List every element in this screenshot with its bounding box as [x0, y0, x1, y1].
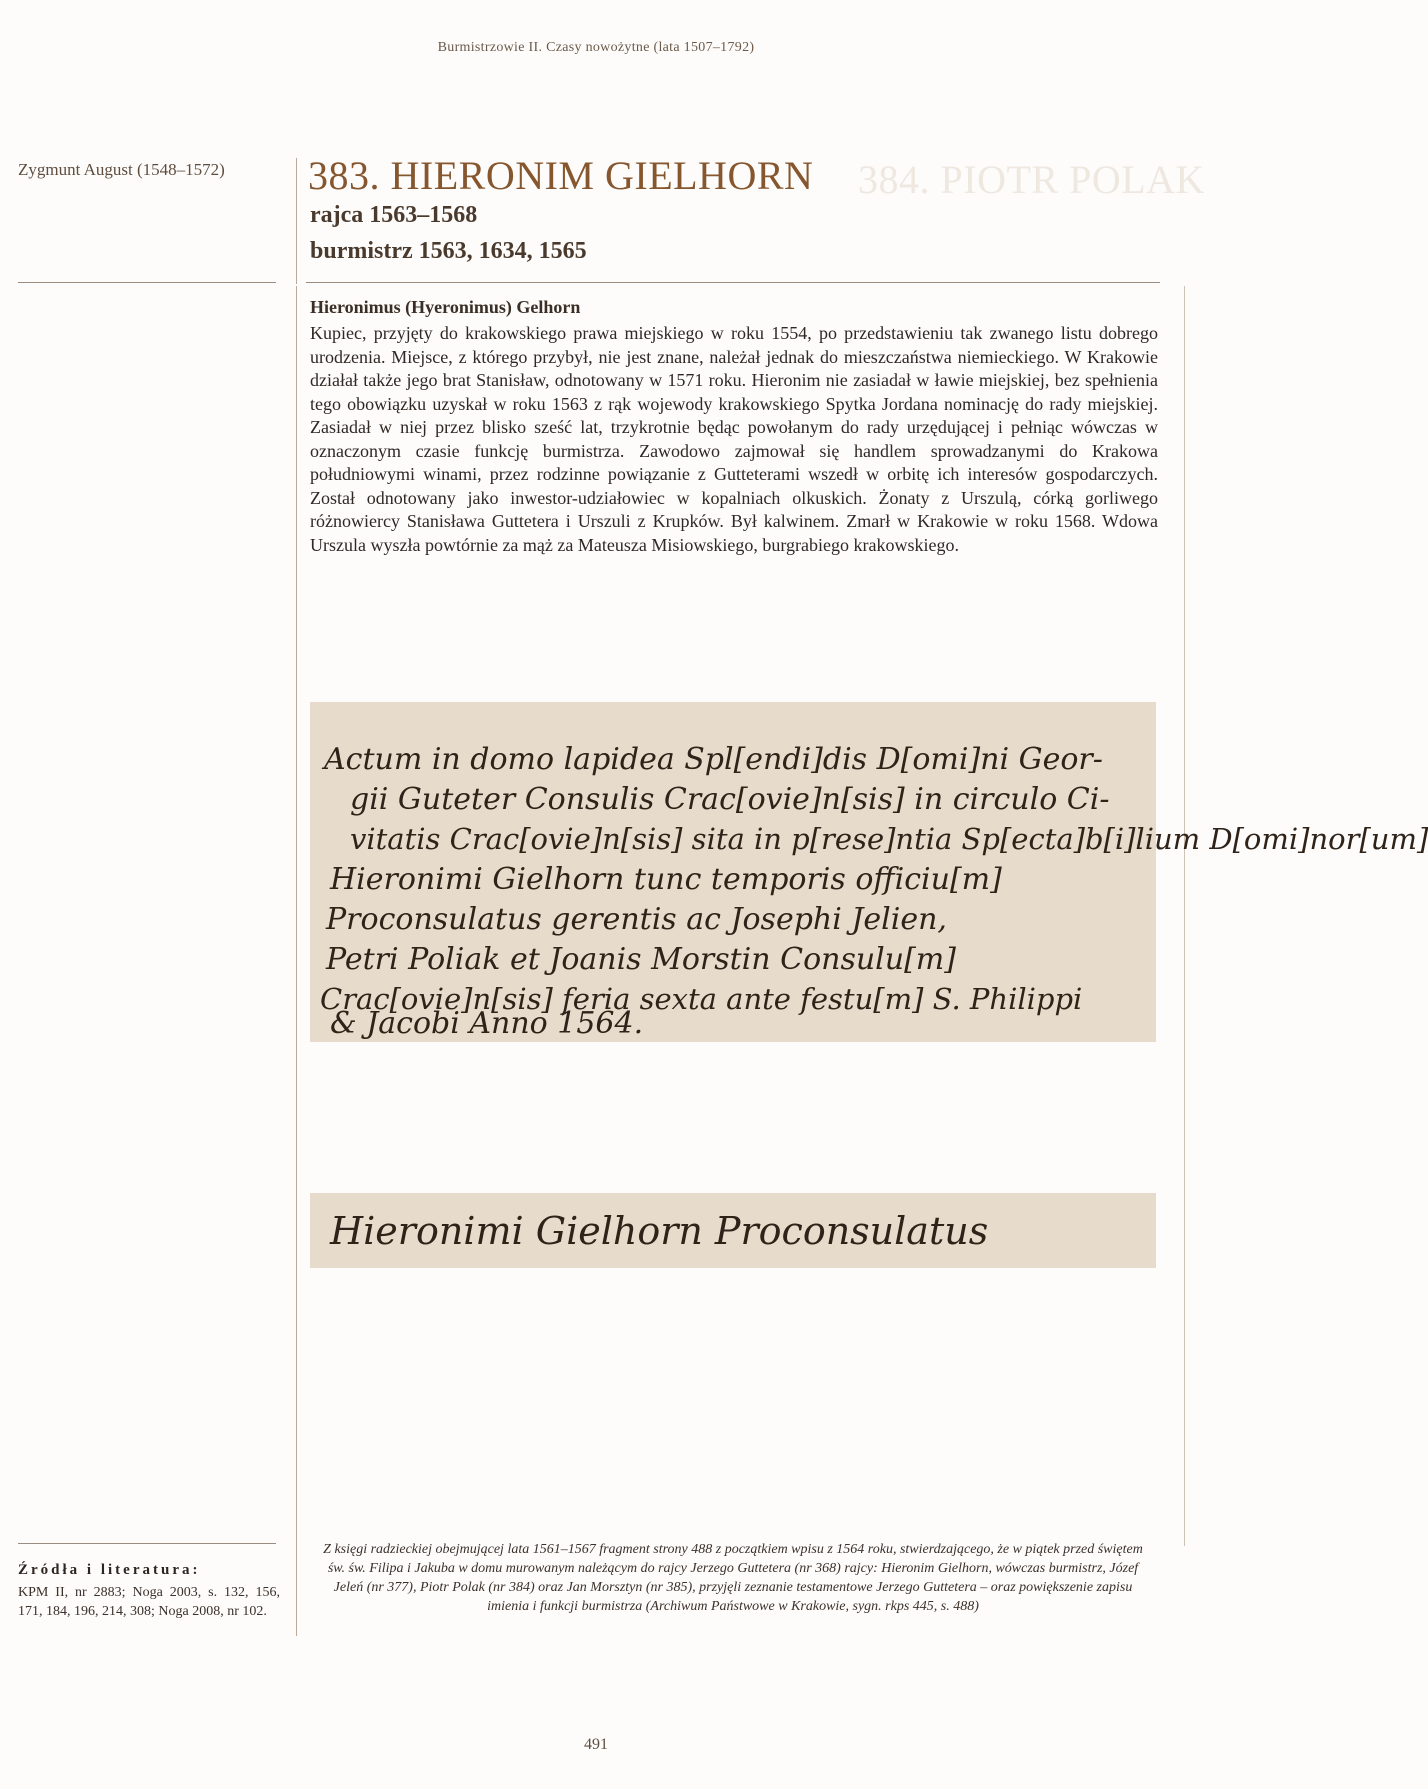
- reign-label: Zygmunt August (1548–1572): [18, 160, 225, 179]
- sources-divider: [18, 1543, 276, 1544]
- ghost-show-through-title: 384. PIOTR POLAK: [858, 157, 1205, 202]
- manuscript-image: [310, 702, 1428, 1042]
- role-mayor: burmistrz 1563, 1634, 1565: [310, 238, 587, 264]
- title-divider: [306, 282, 1160, 283]
- vertical-rule-top: [296, 158, 297, 284]
- manuscript-line: Actum in domo lapidea Spl[endi]dis D[omi]ni Geor-: [324, 742, 1103, 777]
- manuscript-line: gii Guteter Consulis Crac[ovie]n[sis] in circulo Ci-: [350, 782, 1110, 817]
- sidebar-divider: [18, 282, 276, 283]
- sources-heading: Źródła i literatura:: [18, 1562, 201, 1578]
- manuscript-line: Proconsulatus gerentis ac Josephi Jelien,: [326, 902, 947, 937]
- page-number: 491: [584, 1736, 608, 1753]
- name-variant: Hieronimus (Hyeronimus) Gelhorn: [310, 297, 581, 317]
- manuscript-detail-image: [310, 1193, 1156, 1268]
- manuscript-line: vitatis Crac[ovie]n[sis] sita in p[rese]ntia Sp[ecta]b[i]lium D[omi]nor[um]: [350, 822, 1428, 856]
- manuscript-line: Crac[ovie]n[sis] feria sexta ante festu[m] S. Philippi: [320, 982, 1083, 1016]
- sources-text: KPM II, nr 2883; Noga 2003, s. 132, 156, 171, 184, 196, 214, 308; Noga 2008, nr 102.: [18, 1585, 280, 1619]
- figure-caption: Z księgi radzieckiej obejmującej lata 1561–1567 fragment strony 488 z początkiem wpisu z 1564 roku, stwierdzającego, że w piątek przed świętem św. św. Filipa i Jakuba w domu murowanym należącym do rajcy Jerzego Guttetera (nr 368) rajcy: Hieronim Gielhorn, wówczas burmistrz, Józef Jeleń (nr 377), Piotr Polak (nr 384) oraz Jan Morsztyn (nr 385), przyjęli zeznanie testamentowe Jerzego Guttetera – oraz powiększenie zapisu imienia i funkcji burmistrza (Archiwum Państwowe w Krakowie, sygn. rkps 445, s. 488): [323, 1542, 1143, 1614]
- biography-text: Kupiec, przyjęty do krakowskiego prawa miejskiego w roku 1554, po przedstawieniu tak zwanego listu dobrego urodzenia. Miejsce, z którego przybył, nie jest znane, należał jednak do mieszczaństwa niemieckiego. W Krakowie działał także jego brat Stanisław, odnotowany w 1571 roku. Hieronim nie zasiadał w ławie miejskiej, bez spełnienia tego obowiązku uzyskał w roku 1563 z rąk wojewody krakowskiego Spytka Jordana nominację do rady miejskiej. Zasiadał w niej przez blisko sześć lat, trzykrotnie będąc powołanym do rady urzędującej i pełniąc wówczas w oznaczonym czasie funkcję burmistrza. Zawodowo zajmował się handlem sprowadzanymi do Krakowa południowymi winami, przez rodzinne powiązanie z Gutteterami wszedł w orbitę ich interesów gospodarczych. Został odnotowany jako inwestor-udziałowiec w kopalniach olkuskich. Żonaty z Urszulą, córką gorliwego różnowiercy Stanisława Guttetera i Urszuli z Krupków. Był kalwinem. Zmarł w Krakowie w roku 1568. Wdowa Urszula wyszła powtórnie za mąż za Mateusza Misiowskiego, burgrabiego krakowskiego.: [310, 323, 1158, 555]
- vertical-rule-right: [1184, 286, 1185, 1546]
- role-councillor: rajca 1563–1568: [310, 202, 478, 228]
- manuscript-line: Hieronimi Gielhorn tunc temporis officiu[m]: [330, 862, 1002, 897]
- manuscript-line: Petri Poliak et Joanis Morstin Consulu[m]: [326, 942, 956, 977]
- running-head: Burmistrzowie II. Czasy nowożytne (lata 1507–1792): [437, 40, 755, 55]
- entry-title: 383. HIERONIM GIELHORN: [308, 153, 814, 198]
- manuscript-detail-line: Hieronimi Gielhorn Proconsulatus: [330, 1209, 989, 1253]
- vertical-rule-main: [296, 286, 297, 1636]
- manuscript-line: & Jacobi Anno 1564.: [330, 1006, 644, 1041]
